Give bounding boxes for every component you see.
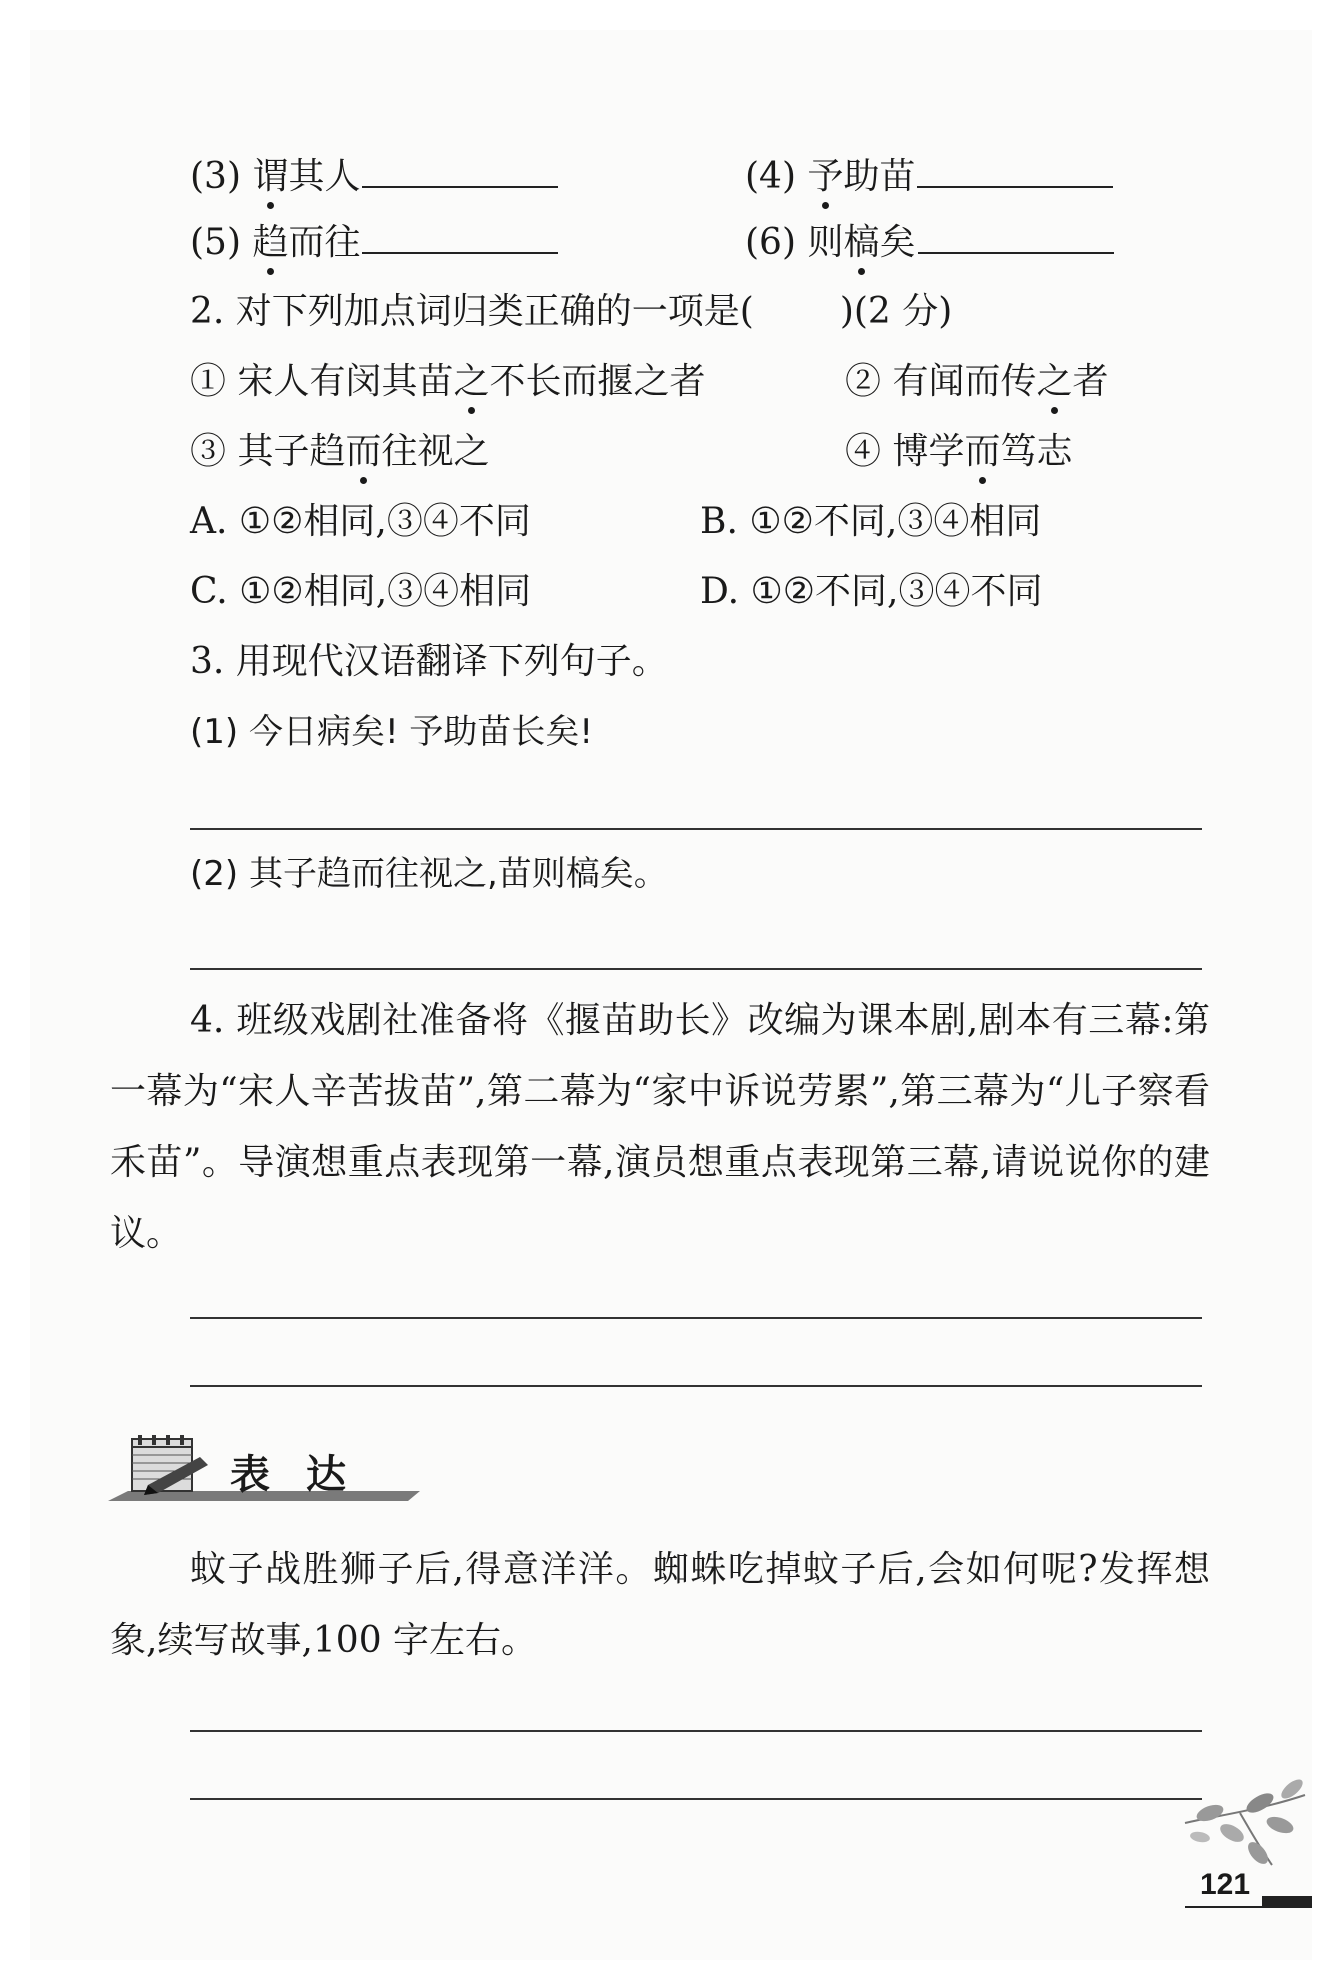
page-number-bar	[1262, 1896, 1312, 1906]
expression-prompt: 蚊子战胜狮子后,得意洋洋。蜘蛛吃掉蚊子后,会如何呢?发挥想象,续写故事,100 字左右。	[110, 1549, 1210, 1661]
q2-option-d[interactable]: D. ①②不同,③④不同	[700, 571, 1043, 612]
dotted-char: 槁	[843, 219, 879, 267]
q3-answer-line-2[interactable]	[190, 968, 1202, 970]
section-title: 表达	[230, 1452, 382, 1498]
q3-sentence-2: (2) 其子趋而往视之,苗则槁矣。	[190, 854, 668, 894]
q3-sentence-1: (1) 今日病矣! 予助苗长矣!	[190, 712, 594, 752]
dotted-char: 之	[453, 358, 489, 406]
expression-answer-line-2[interactable]	[190, 1798, 1202, 1800]
q3-stem: 3. 用现代汉语翻译下列句子。	[190, 641, 668, 682]
q4-answer-line-2[interactable]	[190, 1385, 1202, 1387]
q2-option-a[interactable]: A. ①②相同,③④不同	[190, 501, 531, 542]
q1-item-6: (6) 则槁矣	[745, 218, 1114, 267]
q2-option-b[interactable]: B. ①②不同,③④相同	[700, 501, 1042, 542]
q2-stem: 2. 对下列加点词归类正确的一项是( )(2 分)	[190, 291, 953, 332]
page-number: 121	[1200, 1868, 1251, 1901]
dotted-char: 谓	[252, 153, 288, 201]
q2-option-c[interactable]: C. ①②相同,③④相同	[190, 571, 532, 612]
dotted-char: 予	[807, 153, 843, 201]
expression-answer-line-1[interactable]	[190, 1730, 1202, 1732]
dotted-char: 而	[964, 428, 1000, 476]
page-number-underline	[1185, 1906, 1312, 1908]
answer-blank[interactable]	[918, 218, 1114, 254]
dotted-char: 之	[1036, 358, 1072, 406]
q1-item-5: (5) 趋而往	[190, 218, 558, 267]
q3-answer-line-1[interactable]	[190, 828, 1202, 830]
dotted-char: 而	[345, 428, 381, 476]
q4-answer-line-1[interactable]	[190, 1317, 1202, 1319]
q1-item-3: (3) 谓其人	[190, 152, 558, 201]
answer-blank[interactable]	[362, 152, 558, 188]
q4-question: 4. 班级戏剧社准备将《揠苗助长》改编为课本剧,剧本有三幕:第一幕为“宋人辛苦拔苗”,第二幕为“家中诉说劳累”,第三幕为“儿子察看禾苗”。导演想重点表现第一幕,演员想重点表现第三幕,请说说你的建议。	[110, 1000, 1210, 1254]
q2-sentence-2: ② 有闻而传之者	[845, 358, 1109, 406]
q2-sentence-3: ③ 其子趋而往视之	[190, 428, 490, 476]
section-header-expression	[108, 1435, 420, 1505]
answer-blank[interactable]	[362, 218, 558, 254]
q1-item-4: (4) 予助苗	[745, 152, 1113, 201]
answer-blank[interactable]	[917, 152, 1113, 188]
q2-sentence-4: ④ 博学而笃志	[845, 428, 1073, 476]
q2-sentence-1: ① 宋人有闵其苗之不长而揠之者	[190, 358, 706, 406]
dotted-char: 趋	[252, 219, 288, 267]
